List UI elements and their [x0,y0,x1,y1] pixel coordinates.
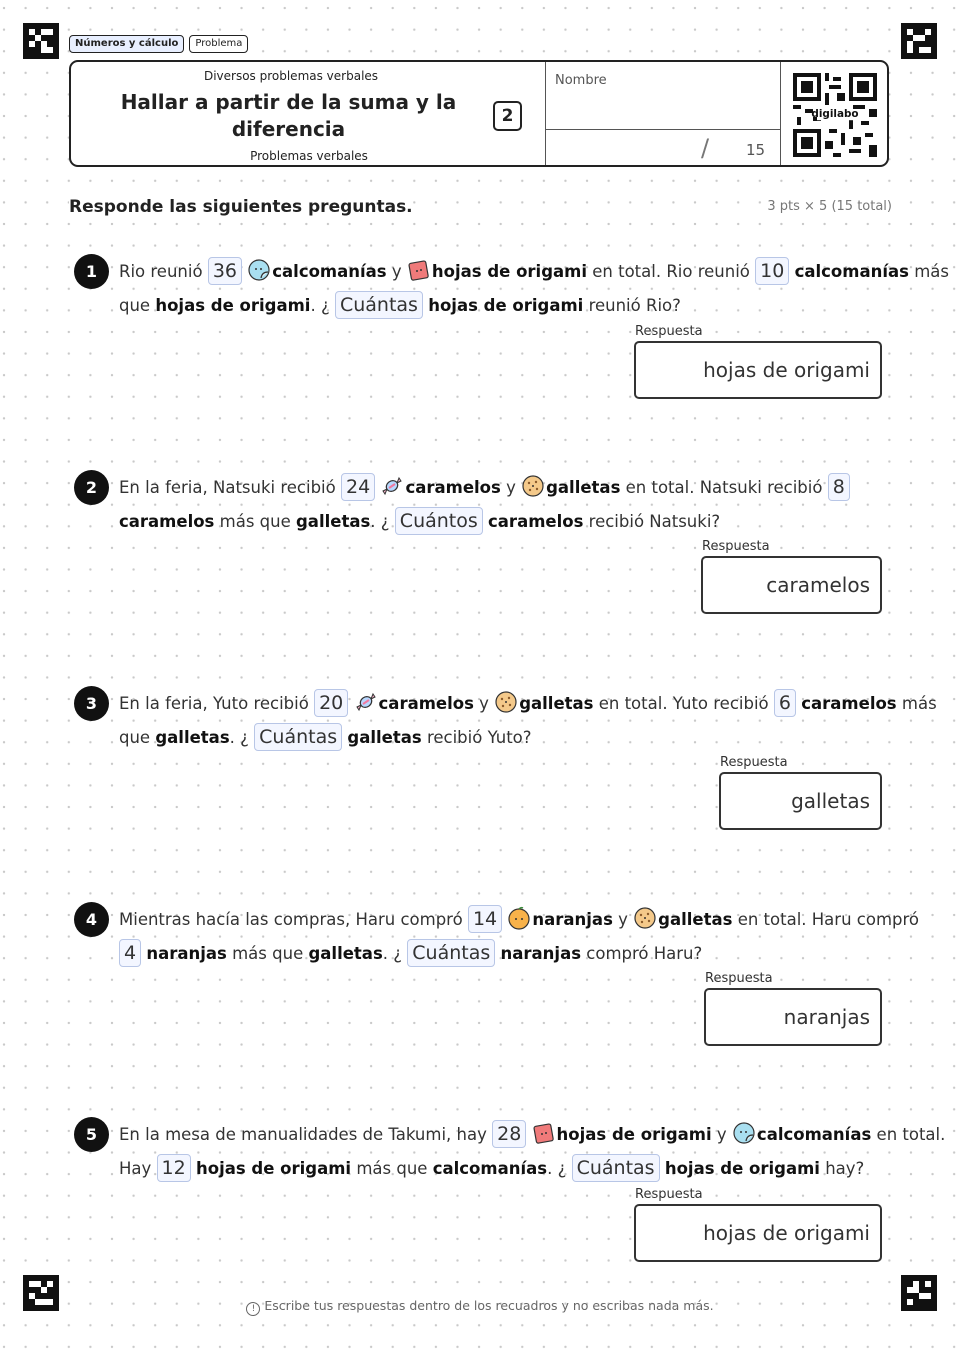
header-divider [780,62,781,165]
text: y [391,262,402,281]
question-text [119,471,889,538]
text: Mientras hacía las compras, Haru compró [119,910,463,929]
cookie-icon [494,690,518,714]
footer-text: Escribe tus respuestas dentro de los recuadros y no escribas nada más. [264,1298,714,1313]
keyword: hojas de origami [664,1158,820,1178]
text: En la mesa de manualidades de Takumi, hay [119,1125,487,1144]
footer-note [0,1298,960,1316]
info-icon: ! [246,1302,260,1316]
tag-problem: Problema [189,35,248,53]
text: recibió Natsuki? [588,511,721,531]
orange-icon [507,906,531,930]
text: compró Haru? [586,943,703,963]
answer-label: Respuesta [635,1187,703,1202]
keyword: hojas de origami [556,1125,712,1144]
keyword: galletas [546,478,621,497]
number-box: 6 [774,689,796,717]
question-text [119,687,937,754]
text: en total. Rio reunió [592,262,750,281]
question-number: 2 [74,470,109,505]
cookie-icon [633,906,657,930]
points-info: 3 pts × 5 (15 total) [767,199,892,214]
origami-paper-icon [532,1121,556,1145]
answer-label: Respuesta [705,971,773,986]
worksheet-category: Diversos problemas verbales [203,69,379,83]
keyword: galletas [308,943,383,963]
keyword: caramelos [488,511,584,531]
worksheet-number: 2 [493,101,522,131]
number-box: 14 [468,905,502,933]
keyword: caramelos [378,694,474,713]
sticker-icon [247,258,271,282]
worksheet-header [69,60,889,167]
number-box: 36 [208,257,242,285]
question-number: 4 [74,902,109,937]
question-text [119,1118,946,1185]
answer-label: Respuesta [635,324,703,339]
answer-label: Respuesta [720,755,788,770]
question-word-box: Cuántas [335,291,423,319]
instruction-text: Responde las siguientes preguntas. [69,197,413,217]
text: y [618,910,628,929]
text: En la feria, Yuto recibió [119,694,309,713]
keyword: caramelos [119,511,215,531]
keyword: naranjas [500,943,582,963]
keyword: naranjas [146,943,227,963]
keyword: hojas de origami [428,295,584,315]
keyword: galletas [296,511,371,531]
question-word-box: Cuántas [254,723,342,751]
number-box: 4 [119,939,141,967]
text: . ¿ [229,727,249,747]
text: . ¿ [547,1158,567,1178]
text: y [506,478,516,497]
number-box: 8 [828,473,850,501]
text: y [479,694,489,713]
text: más [901,694,937,713]
keyword: galletas [155,727,230,747]
text: más que [219,511,291,531]
keyword: galletas [347,727,422,747]
keyword: caramelos [405,478,501,497]
question-text [119,255,949,322]
answer-box[interactable]: naranjas [704,988,882,1046]
text: Hay [119,1158,152,1178]
name-label: Nombre [555,73,607,88]
header-divider [545,129,781,130]
answer-box[interactable]: hojas de origami [634,1204,882,1262]
cookie-icon [521,474,545,498]
candy-icon [354,690,378,714]
text: . ¿ [370,511,390,531]
worksheet-subtitle: Problemas verbales [250,149,368,163]
text: más que [356,1158,428,1178]
keyword: calcomanías [272,262,387,281]
text: En la feria, Natsuki recibió [119,478,336,497]
keyword: galletas [658,910,733,929]
keyword: hojas de origami [195,1158,352,1178]
question-number: 5 [74,1117,109,1152]
title-line-1: Hallar a partir de la suma y la [120,90,457,114]
keyword: calcomanías [432,1158,548,1178]
text: más [914,262,949,281]
score-slash: / [701,134,710,162]
tag-numbers: Números y cálculo [69,35,184,53]
text: más que [232,943,304,963]
corner-marker-top-right [901,23,937,59]
title-line-2: diferencia [231,117,346,141]
worksheet-title [111,89,466,143]
text: Rio reunió [119,262,203,281]
answer-box[interactable]: galletas [719,772,882,830]
answer-box[interactable]: caramelos [701,556,882,614]
candy-icon [380,474,404,498]
corner-marker-top-left [23,23,59,59]
question-number: 1 [74,254,109,289]
text: en total. Natsuki recibió [625,478,823,497]
qr-code-icon [793,73,877,157]
keyword: hojas de origami [431,262,587,281]
text: que [119,727,151,747]
question-word-box: Cuántas [407,939,495,967]
keyword: hojas de origami [155,295,311,315]
text: y [716,1125,727,1144]
number-box: 20 [314,689,348,717]
qr-label: digilabo [811,108,859,120]
text: en total. Haru compró [737,910,920,929]
question-word-box: Cuántos [395,507,483,535]
origami-paper-icon [407,258,431,282]
keyword: caramelos [801,694,897,713]
sticker-icon [732,1121,756,1145]
keyword: calcomanías [756,1125,872,1144]
score-total: 15 [746,141,766,159]
keyword: naranjas [532,910,613,929]
number-box: 12 [157,1154,191,1182]
text: hay? [825,1158,865,1178]
text: . ¿ [310,295,330,315]
text: en total. Yuto recibió [598,694,769,713]
question-word-box: Cuántas [572,1154,660,1182]
header-divider [545,62,546,165]
text: recibió Yuto? [426,727,532,747]
answer-label: Respuesta [702,539,770,554]
text: en total. [876,1125,946,1144]
answer-box[interactable]: hojas de origami [634,341,882,399]
question-number: 3 [74,686,109,721]
text: que [119,295,151,315]
keyword: galletas [519,694,594,713]
question-text [119,903,920,970]
number-box: 28 [492,1120,526,1148]
number-box: 24 [341,473,375,501]
text: . ¿ [382,943,403,963]
number-box: 10 [755,257,789,285]
text: reunió Rio? [588,295,681,315]
keyword: calcomanías [794,262,909,281]
tag-row [69,35,248,53]
